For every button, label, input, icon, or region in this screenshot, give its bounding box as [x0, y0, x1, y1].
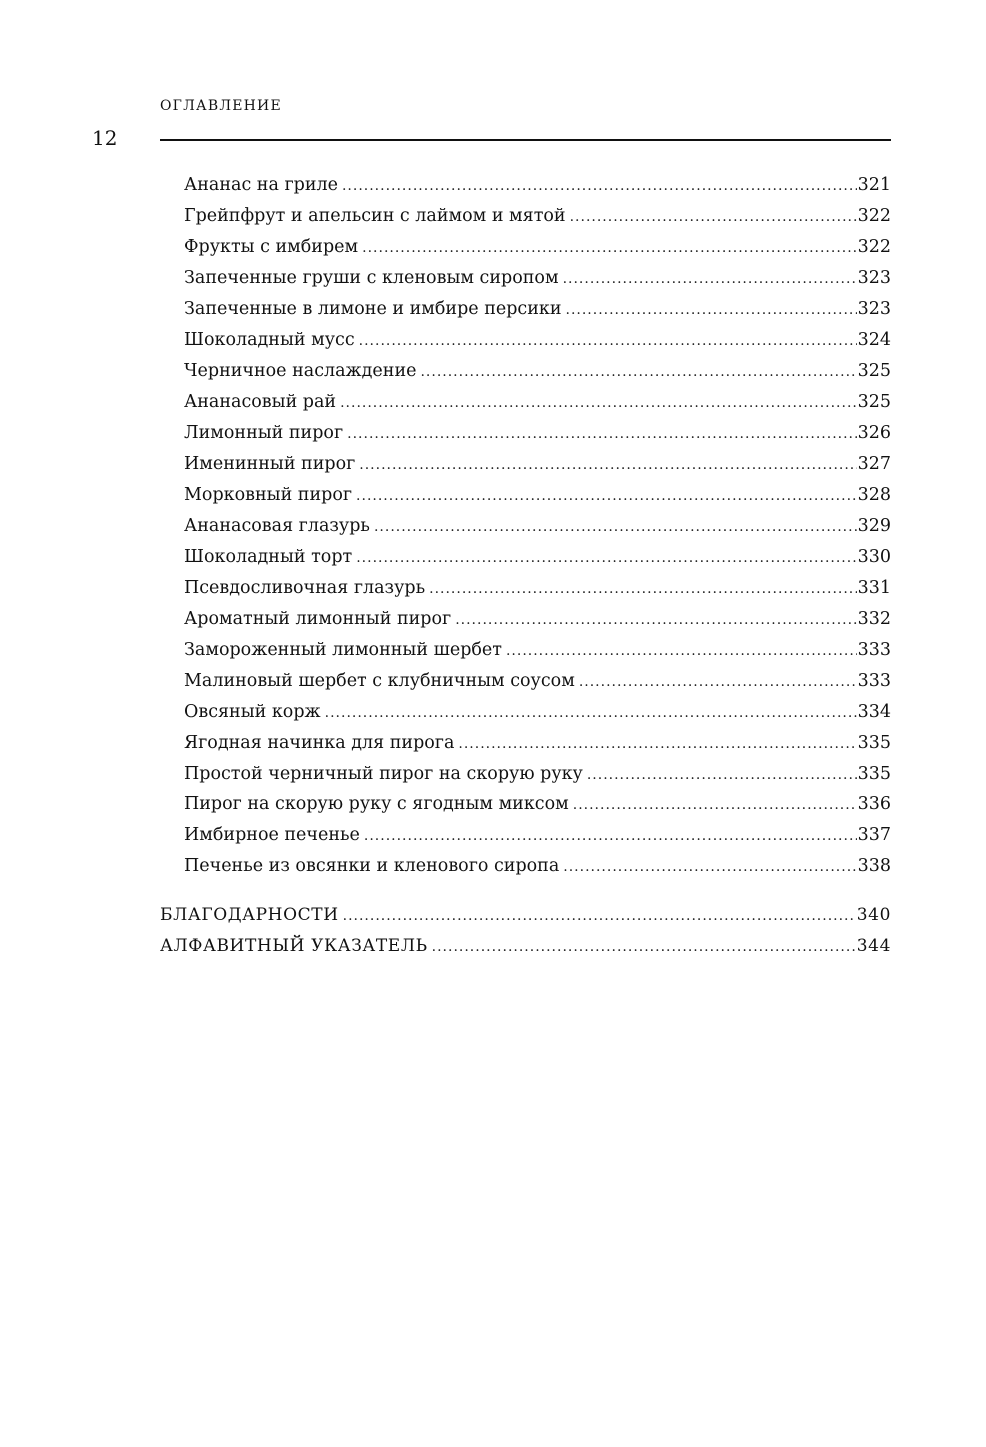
toc-entry-page: 335 [857, 733, 891, 753]
toc-entry-page: 322 [857, 237, 891, 257]
dot-leader [429, 575, 856, 603]
toc-entry-page: 333 [857, 640, 891, 660]
page-number: 12 [92, 126, 118, 150]
toc-entry [184, 326, 891, 354]
dot-leader [570, 203, 857, 231]
toc-section-title: БЛАГОДАРНОСТИ [160, 905, 339, 925]
dot-leader [573, 791, 857, 819]
dot-leader [364, 822, 857, 850]
dot-leader [563, 853, 856, 881]
toc-entry [184, 852, 891, 880]
toc-entry-page: 334 [857, 702, 891, 722]
toc-entry [184, 698, 891, 726]
toc-entry-page: 333 [857, 671, 891, 691]
toc-section-page: 340 [856, 905, 891, 925]
toc-entry-page: 330 [857, 547, 891, 567]
toc-entry-page: 322 [857, 206, 891, 226]
header-rule [160, 139, 891, 141]
toc-entry-title: Овсяный корж [184, 702, 321, 722]
toc-entry-page: 323 [857, 268, 891, 288]
dot-leader [359, 327, 857, 355]
toc-entry-page: 328 [857, 485, 891, 505]
dot-leader [587, 761, 857, 789]
toc-entry-title: Малиновый шербет с клубничным соусом [184, 671, 575, 691]
toc-section-page: 344 [856, 936, 891, 956]
toc-entry-page: 335 [857, 764, 891, 784]
dot-leader [374, 513, 857, 541]
toc-entry [184, 636, 891, 664]
toc-entry [184, 295, 891, 323]
toc-entry-title: Ягодная начинка для пирога [184, 733, 455, 753]
dot-leader [432, 933, 856, 961]
toc-section [160, 901, 891, 929]
dot-leader [340, 389, 857, 417]
toc-entry-page: 323 [857, 299, 891, 319]
toc-entry [184, 233, 891, 261]
toc-entry-title: Шоколадный торт [184, 547, 353, 567]
dot-leader [325, 699, 857, 727]
toc-entry [184, 821, 891, 849]
toc-entry-title: Ананасовый рай [184, 392, 337, 412]
dot-leader [356, 482, 857, 510]
toc-entry-title: Простой черничный пирог на скорую руку [184, 764, 583, 784]
toc-entry [184, 667, 891, 695]
dot-leader [420, 358, 856, 386]
toc-entry [184, 543, 891, 571]
toc-entry [184, 388, 891, 416]
dot-leader [342, 172, 857, 200]
toc-section [160, 932, 891, 960]
toc-entry-page: 336 [857, 794, 891, 814]
toc-entry-title: Запеченные в лимоне и имбире персики [184, 299, 562, 319]
toc-entry-page: 329 [857, 516, 891, 536]
toc-entry-title: Ароматный лимонный пирог [184, 609, 452, 629]
toc-entry [184, 450, 891, 478]
dot-leader [343, 902, 856, 930]
toc-entry-page: 321 [857, 175, 891, 195]
toc-entry-title: Запеченные груши с кленовым сиропом [184, 268, 559, 288]
toc-entry [184, 481, 891, 509]
toc-entry [184, 202, 891, 230]
toc-entry [184, 605, 891, 633]
dot-leader [362, 234, 856, 262]
dot-leader [506, 637, 857, 665]
toc-entry-page: 325 [857, 392, 891, 412]
toc-entry-title: Имбирное печенье [184, 825, 360, 845]
toc-entry-page: 324 [857, 330, 891, 350]
toc-entry [184, 790, 891, 818]
toc-entry [184, 512, 891, 540]
dot-leader [563, 265, 857, 293]
toc-entry-title: Печенье из овсянки и кленового сиропа [184, 856, 560, 876]
toc-entry-page: 338 [857, 856, 891, 876]
dot-leader [566, 296, 857, 324]
dot-leader [356, 544, 856, 572]
toc-entry-page: 337 [857, 825, 891, 845]
toc-entry-title: Ананасовая глазурь [184, 516, 370, 536]
toc-entry [184, 171, 891, 199]
toc-entry-title: Замороженный лимонный шербет [184, 640, 502, 660]
dot-leader [579, 668, 857, 696]
toc-entry-page: 331 [857, 578, 891, 598]
dot-leader [347, 420, 856, 448]
toc-entry [184, 264, 891, 292]
toc-entry-title: Шоколадный мусс [184, 330, 355, 350]
running-head: ОГЛАВЛЕНИЕ [160, 98, 282, 114]
toc-entry-title: Ананас на гриле [184, 175, 338, 195]
toc-section-title: АЛФАВИТНЫЙ УКАЗАТЕЛЬ [160, 936, 428, 956]
toc-entry-title: Морковный пирог [184, 485, 353, 505]
toc-entry-title: Псевдосливочная глазурь [184, 578, 426, 598]
toc-entry [184, 419, 891, 447]
toc-entry-title: Фрукты с имбирем [184, 237, 359, 257]
dot-leader [458, 730, 856, 758]
toc-entry-page: 325 [857, 361, 891, 381]
toc-entry-title: Пирог на скорую руку с ягодным миксом [184, 794, 569, 814]
toc-entry [184, 729, 891, 757]
toc-entry-page: 326 [857, 423, 891, 443]
toc-entry [184, 357, 891, 385]
toc-entry-title: Грейпфрут и апельсин с лаймом и мятой [184, 206, 566, 226]
toc-entry [184, 574, 891, 602]
toc-entry-title: Именинный пирог [184, 454, 356, 474]
toc-entry [184, 760, 891, 788]
toc-entry-title: Черничное наслаждение [184, 361, 417, 381]
dot-leader [359, 451, 856, 479]
toc-entry-page: 327 [857, 454, 891, 474]
toc-entry-title: Лимонный пирог [184, 423, 344, 443]
dot-leader [455, 606, 856, 634]
toc-entry-page: 332 [857, 609, 891, 629]
